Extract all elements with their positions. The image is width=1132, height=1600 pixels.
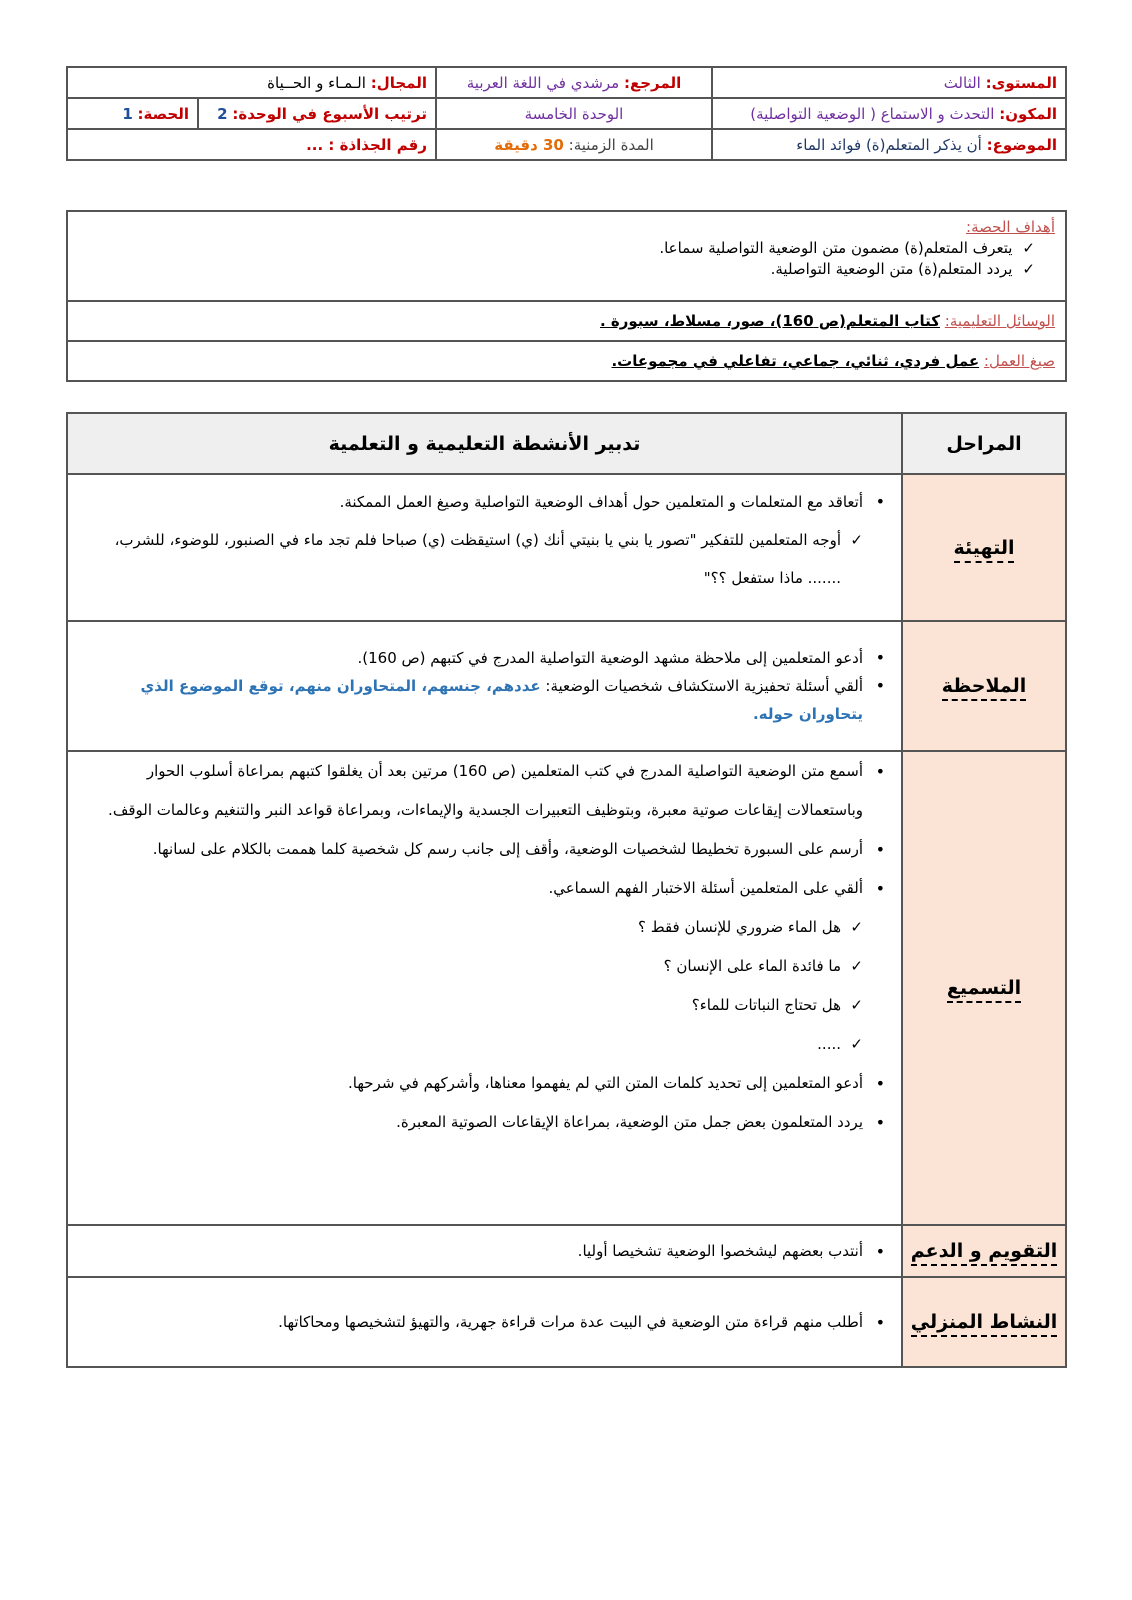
list-item: • يردد المتعلمون بعض جمل متن الوضعية، بمراعاة الإيقاعات الصوتية المعبرة. xyxy=(88,1103,863,1142)
work-forms-value: عمل فردي، ثنائي، جماعي، تفاعلي في مجموعات. xyxy=(611,352,980,370)
list-item: • ألقي على المتعلمين أسئلة الاختبار الفهم السماعي. xyxy=(88,869,863,908)
list-item: ✓ ..... xyxy=(88,1025,841,1064)
work-forms-label: صيغ العمل: xyxy=(983,352,1055,370)
activities-table xyxy=(66,412,1067,1368)
check-icon: ✓ xyxy=(1022,239,1035,257)
header-table xyxy=(66,66,1067,161)
objective-text: يردد المتعلم(ة) متن الوضعية التواصلية. xyxy=(770,260,1013,278)
list-item-highlight: عددهم، جنسهم، المتحاوران منهم، توقع الموضوع الذي يتحاوران حوله. xyxy=(140,677,863,723)
objective-text: يتعرف المتعلم(ة) مضمون متن الوضعية التواصلية سماعا. xyxy=(659,239,1013,257)
list-item: • أدعو المتعلمين إلى تحديد كلمات المتن التي لم يفهموا معناها، وأشركهم في شرحها. xyxy=(88,1064,863,1103)
list-item: ✓ هل الماء ضروري للإنسان فقط ؟ xyxy=(88,908,841,947)
unit-cell: الوحدة الخامسة xyxy=(436,98,712,129)
component-cell xyxy=(712,98,1066,129)
week-value: 2 xyxy=(217,104,228,123)
table-row xyxy=(67,621,1066,751)
stage-cell xyxy=(902,621,1066,751)
duration-value: 30 دقيقة xyxy=(494,135,564,154)
list-item: • أرسم على السبورة تخطيطا لشخصيات الوضعية، وأقف إلى جانب رسم كل شخصية كلما هممت بالكلام على لسانها. xyxy=(88,830,863,869)
stage-cell xyxy=(902,751,1066,1225)
list-item: ✓ أوجه المتعلمين للتفكير "تصور يا بني يا بنيتي أنك (ي) استيقظت (ي) صباحا فلم تجد ماء في الصنبور، للوضوء، للشرب، ....... ماذا ستفعل ؟؟" xyxy=(88,521,841,597)
domain-label: المجال: xyxy=(370,73,427,92)
duration-cell xyxy=(436,129,712,160)
week-label: ترتيب الأسبوع في الوحدة: xyxy=(232,104,427,123)
table-row xyxy=(67,1277,1066,1367)
stage-cell xyxy=(902,474,1066,621)
activities-cell xyxy=(67,1225,902,1277)
means-section xyxy=(68,302,1065,342)
list-item xyxy=(88,672,863,728)
level-label: المستوى: xyxy=(985,73,1057,92)
stage-cell xyxy=(902,1225,1066,1277)
topic-cell xyxy=(712,129,1066,160)
week-cell xyxy=(198,98,436,129)
list-item: • أطلب منهم قراءة متن الوضعية في البيت عدة مرات قراءة جهرية، والتهيؤ لتشخيصها ومحاكاتها. xyxy=(88,1313,863,1331)
activities-cell xyxy=(67,621,902,751)
list-item: • أسمع متن الوضعية التواصلية المدرج في كتب المتعلمين (ص 160) مرتين بعد أن يغلقوا كتبهم بمراعاة أسلوب الحوار وباستعمالات إيقاعات صوتية معبرة، وبتوظيف التعبيرات الجسدية والإيماءات، وبمراعاة قواعد النبر والتنغيم وعالمات الوقف. xyxy=(88,752,863,830)
objective-item xyxy=(78,260,1055,278)
stage-label: الملاحظة xyxy=(942,675,1027,701)
component-value: التحدث و الاستماع ( الوضعية التواصلية) xyxy=(750,104,995,123)
session-cell xyxy=(67,98,198,129)
stages-header: المراحل xyxy=(902,413,1066,474)
table-row xyxy=(67,474,1066,621)
table-row xyxy=(67,751,1066,1225)
reference-label: المرجع: xyxy=(624,73,682,92)
session-value: 1 xyxy=(122,104,133,123)
duration-label: المدة الزمنية: xyxy=(568,135,654,154)
component-label: المكون: xyxy=(999,104,1057,123)
work-forms-section xyxy=(68,342,1065,380)
table-row xyxy=(67,1225,1066,1277)
list-item: • أنتدب بعضهم ليشخصوا الوضعية تشخيصا أوليا. xyxy=(88,1242,863,1260)
domain-value: الـمـاء و الحــياة xyxy=(267,73,366,92)
stage-label: التهيئة xyxy=(954,537,1015,563)
reference-cell xyxy=(436,67,712,98)
list-item: ✓ ما فائدة الماء على الإنسان ؟ xyxy=(88,947,841,986)
topic-value: أن يذكر المتعلم(ة) فوائد الماء xyxy=(796,135,982,154)
domain-cell xyxy=(67,67,436,98)
stage-label: النشاط المنزلي xyxy=(911,1311,1058,1337)
stage-label: التقويم و الدعم xyxy=(911,1240,1058,1266)
sheet-number: رقم الجذاذة : ... xyxy=(67,129,436,160)
list-item: • أدعو المتعلمين إلى ملاحظة مشهد الوضعية التواصلية المدرج في كتبهم (ص 160). xyxy=(88,644,863,672)
topic-label: الموضوع: xyxy=(986,135,1057,154)
list-item: • أتعاقد مع المتعلمات و المتعلمين حول أهداف الوضعية التواصلية وصيغ العمل الممكنة. xyxy=(88,483,863,521)
means-value: كتاب المتعلم(ص 160)، صور، مسلاط، سبورة . xyxy=(599,312,940,330)
stage-label: التسميع xyxy=(947,977,1021,1003)
list-item: ✓ هل تحتاج النباتات للماء؟ xyxy=(88,986,841,1025)
objectives-section xyxy=(68,212,1065,302)
level-cell xyxy=(712,67,1066,98)
means-label: الوسائل التعليمية: xyxy=(944,312,1055,330)
activities-cell xyxy=(67,751,902,1225)
stage-cell xyxy=(902,1277,1066,1367)
list-item-text: ألقي أسئلة تحفيزية الاستكشاف شخصيات الوضعية: xyxy=(545,677,863,695)
check-icon: ✓ xyxy=(1022,260,1035,278)
objective-item xyxy=(78,239,1055,257)
reference-value: مرشدي في اللغة العربية xyxy=(466,73,620,92)
level-value: الثالث xyxy=(943,73,981,92)
activities-header: تدبير الأنشطة التعليمية و التعلمية xyxy=(67,413,902,474)
session-label: الحصة: xyxy=(137,104,189,123)
activities-cell xyxy=(67,474,902,621)
objectives-title: أهداف الحصة: xyxy=(966,218,1055,236)
activities-cell xyxy=(67,1277,902,1367)
objectives-box xyxy=(66,210,1067,382)
